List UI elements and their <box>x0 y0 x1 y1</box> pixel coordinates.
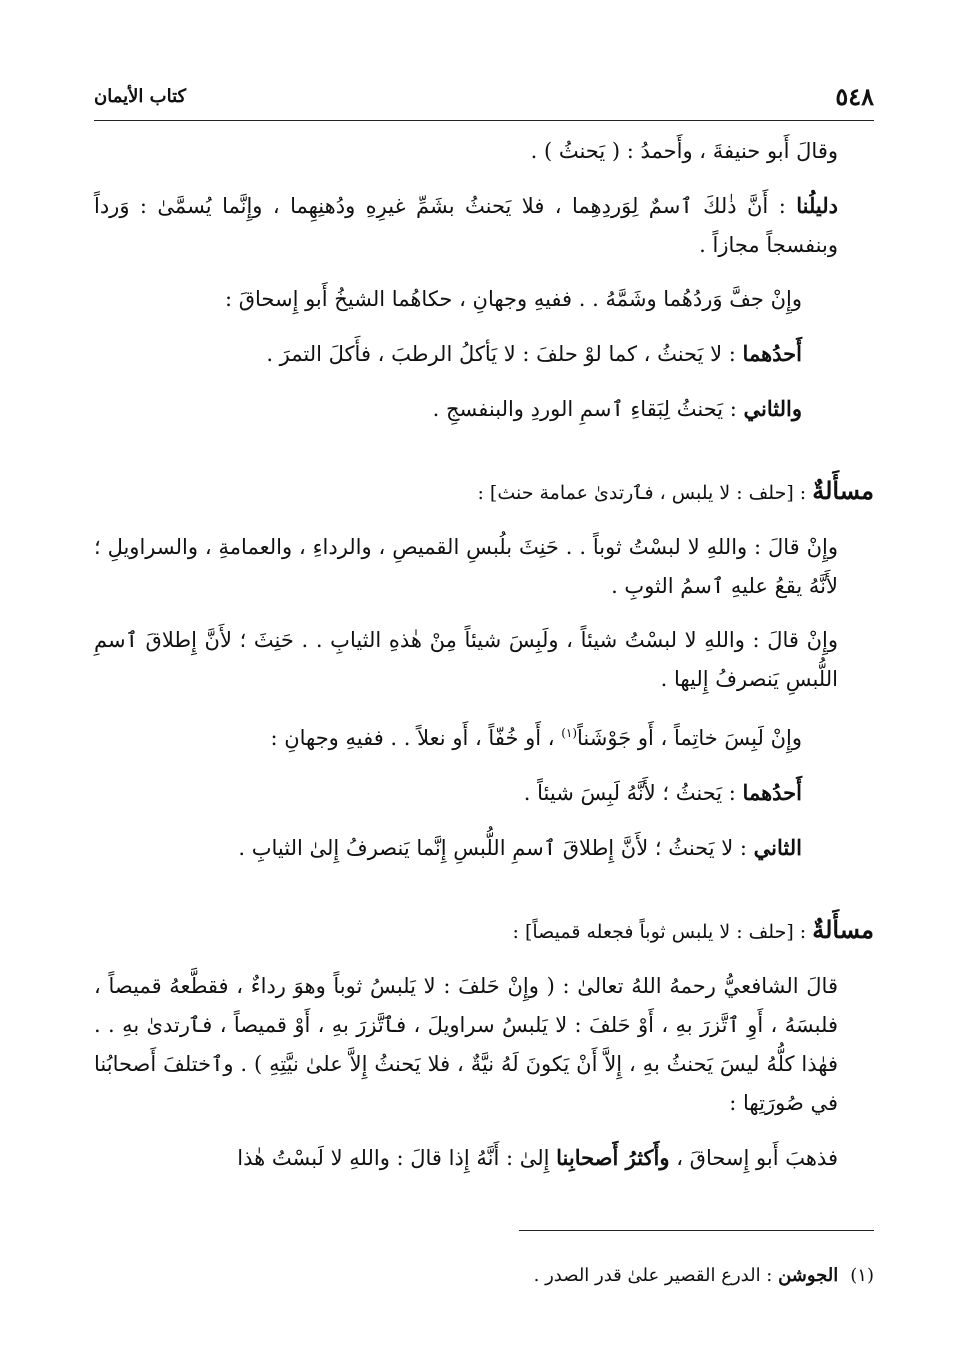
paragraph: وإِنْ لَبِسَ خاتِماً ، أَو جَوْشَناً$^{(١)}$ ، أَو خُفّاً ، أَو نعلاً . . ففيهِ وجهانِ : <box>270 726 802 750</box>
paragraph: قالَ الشافعيُّ رحمهُ اللهُ تعالىٰ : ( وإِنْ حَلفَ : لا يَلبسُ ثوباً وهوَ رداءٌ ، فقطَّعهُ قميصاً ، فلبسَهُ ، أَوِ ٱتَّزرَ بهِ ، أَوْ حَلفَ : لا يَلبسُ سراويلَ ، فٱتَّزرَ بهِ ، أَوْ قميصاً ، فٱرتدىٰ بهِ . . فهٰذا كلُّهُ ليسَ يَحنثُ بهِ ، إِلاَّ أَنْ يَكونَ لَهُ نيَّةٌ ، فلا يَحنثُ إِلاَّ علىٰ نيَّتِهِ ) . وٱختلفَ أَصحابُنا في صُورَتِها : <box>94 974 838 1115</box>
running-title: كتاب الأيمان <box>94 86 187 107</box>
lead-term: دليلُنا <box>796 193 838 218</box>
paragraph: وإِنْ قالَ : واللهِ لا لبسْتُ شيئاً ، ولَبِسَ شيئاً مِنْ هٰذهِ الثيابِ . . حَنِثَ ؛ لأَنَّ إِطلاقَ ٱسمِ اللُّبسِ يَنصرفُ إِليها . <box>94 628 838 691</box>
paragraph: دليلُنا : أَنَّ ذٰلكَ ٱسمٌ لِوَردِهِما ، فلا يَحنثُ بشَمِّ غيرِهِ ودُهنِهِما ، وإِنَّما يُسمَّىٰ : وَرداً وبنفسجاً مجازاً . <box>94 193 838 257</box>
lead-term: الثاني <box>753 835 802 860</box>
footnote-text: : الدرع القصير علىٰ قدر الصدر . <box>533 1265 779 1286</box>
paragraph: وقالَ أَبو حنيفةَ ، وأَحمدُ : ( يَحنثُ ) . <box>530 139 838 163</box>
footnote-marker[interactable]: (١) <box>561 726 578 740</box>
masala-label: مسأَلةٌ <box>812 915 874 944</box>
masala-title: : [حلف : لا يلبس ثوباً فجعله قميصاً] : <box>512 921 813 943</box>
paragraph: أَحدُهما : يَحنثُ ؛ لأَنَّهُ لَبِسَ شيئاً . <box>523 780 802 805</box>
footnote-number: (١) <box>850 1265 874 1286</box>
page-number: ٥٤٨ <box>835 82 874 111</box>
lead-term: وأَكثرُ أَصحابِنا <box>556 1145 670 1170</box>
footnote <box>94 1260 874 1292</box>
lead-term: أَحدُهما <box>742 341 802 366</box>
footnote-divider <box>519 1230 874 1231</box>
paragraph: أَحدُهما : لا يَحنثُ ، كما لوْ حلفَ : لا يَأكلُ الرطبَ ، فأَكلَ التمرَ . <box>266 341 802 366</box>
masala-title: : [حلف : لا يلبس ، فٱرتدىٰ عمامة حنث] : <box>477 482 813 504</box>
lead-term: والثاني <box>743 396 802 421</box>
paragraph: الثاني : لا يَحنثُ ؛ لأَنَّ إِطلاقَ ٱسمِ اللُّبسِ إِنَّما يَنصرفُ إِلىٰ الثيابِ . <box>238 835 802 860</box>
masala-heading <box>94 471 874 513</box>
masala-heading <box>94 910 874 952</box>
paragraph: وإِنْ جفَّ وَردُهُما وشَمَّهُ . . ففيهِ وجهانِ ، حكاهُما الشيخُ أَبو إِسحاقَ : <box>224 287 802 311</box>
page-body <box>94 132 874 1193</box>
page-header <box>94 82 874 121</box>
paragraph: فذهبَ أَبو إِسحاقَ ، وأَكثرُ أَصحابِنا إِلىٰ : أَنَّهُ إِذا قالَ : واللهِ لا لَبسْتُ هٰذا <box>237 1145 838 1170</box>
paragraph: والثاني : يَحنثُ لِبَقاءِ ٱسمِ الوردِ والبنفسجِ . <box>432 396 802 421</box>
paragraph: وإِنْ قالَ : واللهِ لا لبسْتُ ثوباً . . حَنِثَ بلُبسِ القميصِ ، والرداءِ ، والعمامةِ ، والسراويلِ ؛ لأَنَّهُ يقعُ عليهِ ٱسمُ الثوبِ . <box>94 535 838 598</box>
masala-label: مسأَلةٌ <box>812 476 874 505</box>
lead-term: أَحدُهما <box>742 780 802 805</box>
footnote-term: الجوشن <box>778 1265 839 1286</box>
